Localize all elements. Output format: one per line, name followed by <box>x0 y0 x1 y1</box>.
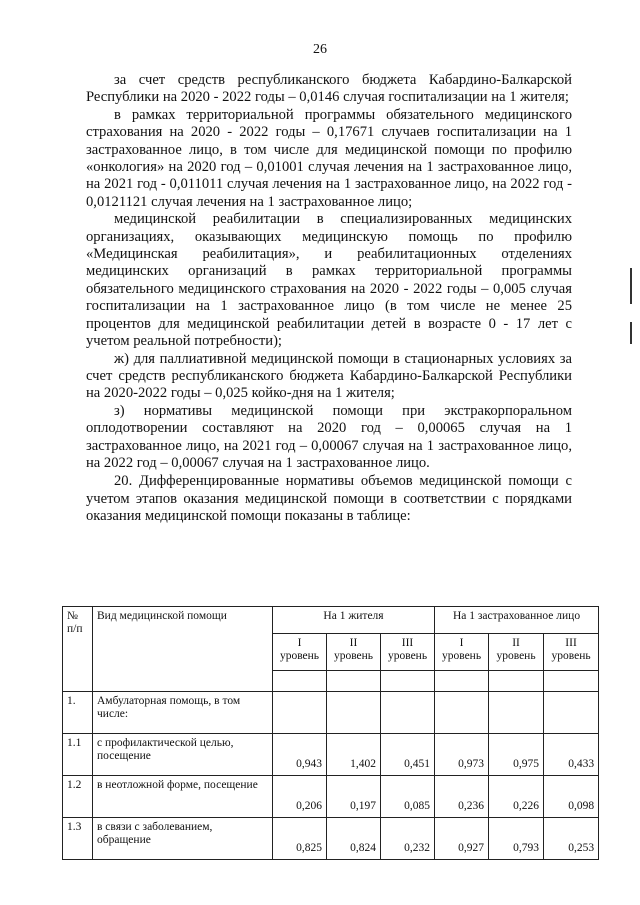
cell-value: 0,433 <box>544 734 599 776</box>
cell-value: 0,975 <box>489 734 544 776</box>
paragraph-oms-hospitalization: в рамках территориальной программы обязательного медицинского страхования на 2020 - 2022 годы – 0,17671 случаев госпитализации на 1 застрахованное лицо, в том числе для медицинской помощи по профилю «онкология» на 2020 год – 0,01001 случая лечения на 1 застрахованное лицо, на 2021 год - 0,011011 случая лечения на 1 застрахованное лицо, на 2022 год - 0,0121121 случая лечения на 1 застрахованное лицо; <box>86 106 572 210</box>
cell-value: 0,098 <box>544 776 599 818</box>
header-level: II уровень <box>489 634 544 671</box>
row-num: 1.2 <box>63 776 93 818</box>
margin-mark <box>630 268 632 304</box>
cell-value: 0,236 <box>435 776 489 818</box>
header-num: № п/п <box>63 607 93 692</box>
margin-mark <box>630 322 632 344</box>
row-num: 1. <box>63 692 93 734</box>
header-level: II уровень <box>327 634 381 671</box>
header-level: I уровень <box>273 634 327 671</box>
row-label: Амбулаторная помощь, в том числе: <box>93 692 273 734</box>
cell-value <box>544 692 599 734</box>
row-label: в неотложной форме, посещение <box>93 776 273 818</box>
page-number: 26 <box>313 42 327 57</box>
header-level: I уровень <box>435 634 489 671</box>
header-level: III уровень <box>381 634 435 671</box>
header-level: III уровень <box>544 634 599 671</box>
cell-value <box>381 692 435 734</box>
cell-value <box>327 692 381 734</box>
cell-value <box>489 692 544 734</box>
cell-value: 0,927 <box>435 818 489 860</box>
header-per-insured: На 1 застрахованное лицо <box>435 607 599 634</box>
table-row <box>63 776 599 818</box>
paragraph-ivf-norms: з) нормативы медицинской помощи при экстракорпоральном оплодотворении составляют на 2020 год – 0,00065 случая на 1 застрахованное лицо, на 2021 год – 0,00067 случая на 1 застрахованное лицо, на 2022 год – 0,00067 случая на 1 застрахованное лицо. <box>86 402 572 471</box>
cell-value: 0,085 <box>381 776 435 818</box>
header-per-resident: На 1 жителя <box>273 607 435 634</box>
cell-value: 0,226 <box>489 776 544 818</box>
paragraph-republic-budget-hospitalization: за счет средств республиканского бюджета Кабардино-Балкарской Республики на 2020 - 2022 годы – 0,0146 случая госпитализации на 1 жителя; <box>86 72 572 106</box>
cell-value: 0,232 <box>381 818 435 860</box>
cell-value: 0,973 <box>435 734 489 776</box>
cell-value <box>435 692 489 734</box>
cell-value: 0,824 <box>327 818 381 860</box>
table-row <box>63 692 599 734</box>
cell-value <box>273 692 327 734</box>
header-kind: Вид медицинской помощи <box>93 607 273 692</box>
cell-value: 0,253 <box>544 818 599 860</box>
table-header-row <box>63 607 599 634</box>
cell-value: 0,206 <box>273 776 327 818</box>
paragraph-differentiated-norms: 20. Дифференцированные нормативы объемов медицинской помощи с учетом этапов оказания медицинской помощи в соответствии с порядками оказания медицинской помощи показаны в таблице: <box>86 473 572 525</box>
cell-value: 0,793 <box>489 818 544 860</box>
body-text <box>86 72 572 526</box>
paragraph-palliative-care: ж) для паллиативной медицинской помощи в стационарных условиях за счет средств республиканского бюджета Кабардино-Балкарской Республики на 2020-2022 годы – 0,025 койко-дня на 1 жителя; <box>86 350 572 402</box>
row-num: 1.1 <box>63 734 93 776</box>
cell-value: 0,451 <box>381 734 435 776</box>
cell-value: 0,943 <box>273 734 327 776</box>
row-num: 1.3 <box>63 818 93 860</box>
paragraph-medical-rehabilitation: медицинской реабилитации в специализированных медицинских организациях, оказывающих медицинскую помощь по профилю «Медицинская реабилитация», и реабилитационных отделениях медицинских организаций в рамках территориальной программы обязательного медицинского страхования на 2020 - 2022 годы – 0,005 случая госпитализации на 1 застрахованное лицо (в том числе не менее 25 процентов для медицинской реабилитации детей в возрасте 0 - 17 лет с учетом реальной потребности); <box>86 211 572 350</box>
table-row <box>63 818 599 860</box>
table-row <box>63 734 599 776</box>
norms-table <box>62 606 599 860</box>
cell-value: 1,402 <box>327 734 381 776</box>
row-label: в связи с заболеванием, обращение <box>93 818 273 860</box>
cell-value: 0,197 <box>327 776 381 818</box>
row-label: с профилактической целью, посещение <box>93 734 273 776</box>
cell-value: 0,825 <box>273 818 327 860</box>
